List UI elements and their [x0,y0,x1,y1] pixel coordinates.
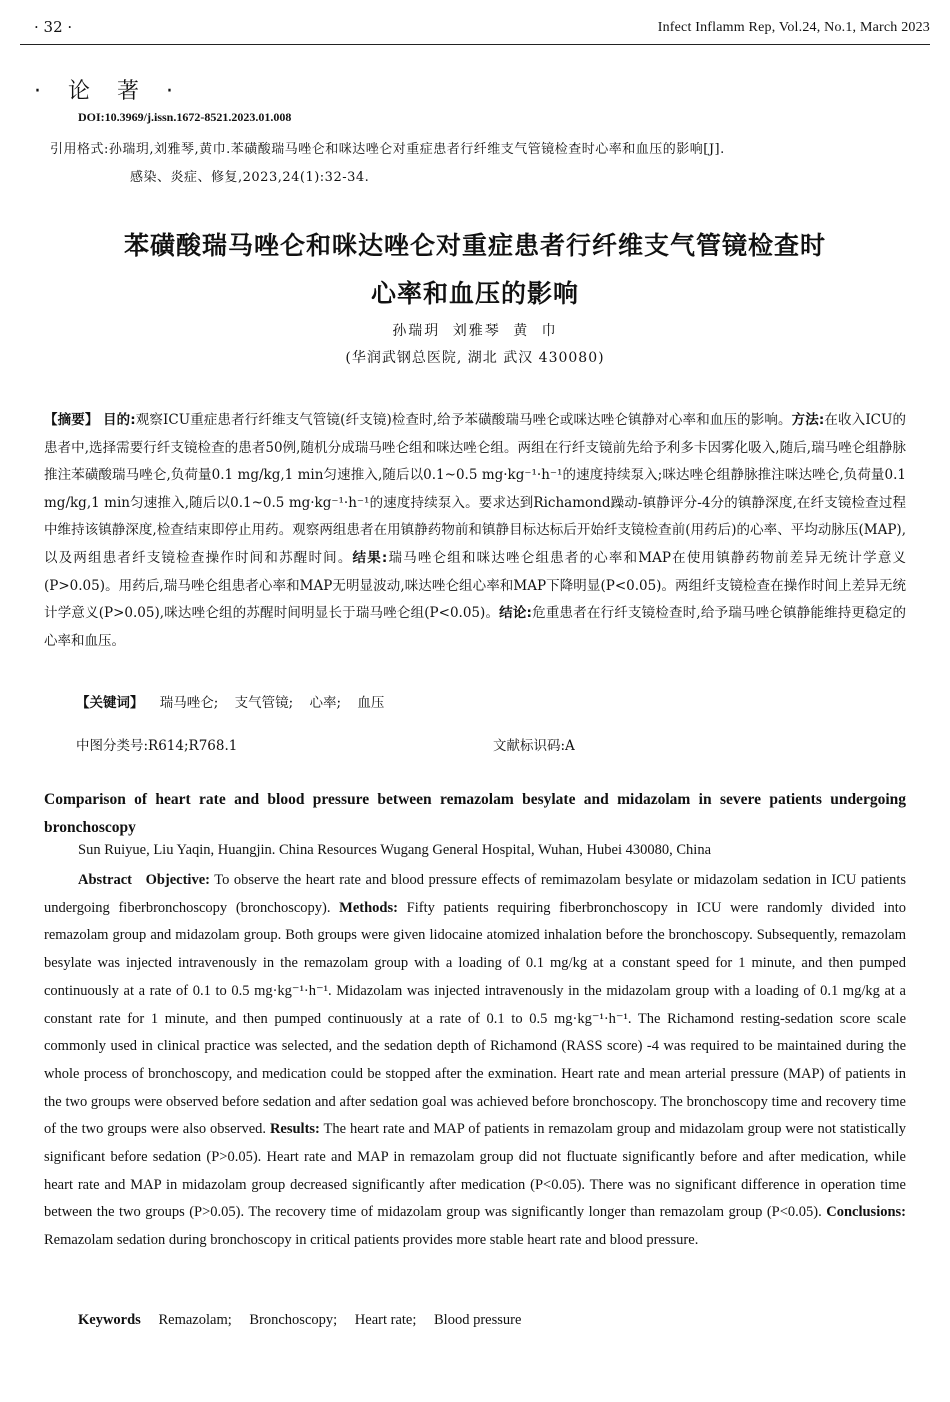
keyword-zh: 心率; [309,695,342,711]
objective-en: To observe the heart rate and blood pressure effects of remimazolam besylate or midazolam sedation in ICU patients undergoing fiberbronchoscopy (bronchoscopy). [44,872,906,916]
affiliation-zh: (华润武钢总医院, 湖北 武汉 430080) [345,350,605,366]
methods-zh-label: 方法: [791,412,825,428]
column-title: · 论 著 · [34,79,183,104]
keywords-zh [76,691,384,711]
keywords-en [78,1312,521,1329]
keyword-en: Blood pressure [434,1312,522,1328]
doi: DOI:10.3969/j.issn.1672-8521.2023.01.008 [78,110,292,124]
article-title-zh-line-2: 心率和血压的影响 [370,279,579,308]
abstract-en-label: Abstract [78,872,132,888]
authors-zh: 孙瑞玥 刘雅琴 黄 巾 [392,323,558,339]
conclusion-zh-label: 结论: [499,605,532,622]
clc-number: 中图分类号:R614;R768.1 [76,738,238,754]
page-number: · 32 · [34,18,73,36]
abstract-zh-label: 【摘要】 [44,412,99,428]
keyword-en: Bronchoscopy; [249,1312,338,1328]
methods-en-label: Methods: [339,899,398,916]
keyword-zh: 瑞马唑仑; [159,695,219,711]
article-title-en: Comparison of heart rate and blood pressure between remazolam besylate and midazolam in severe patients undergoing bronchoscopy [44,791,906,836]
methods-zh: 在收入ICU的患者中,选择需要行纤支镜检查的患者50例,随机分成瑞马唑仑组和咪达唑仑组。两组在行纤支镜前先给予利多卡因雾化吸入,随后,瑞马唑仑组静脉推注苯磺酸瑞马唑仑,负荷量0.1 mg/kg,1 min匀速推入,随后以0.1~0.5 mg·kg⁻¹·h⁻¹的速度持续泵入;咪达唑仑组静脉推注咪达唑仑,负荷量0.1 mg/kg,1 min匀速推入,随后以0.1~0.5 mg·kg⁻¹·h⁻¹的速度持续泵入。要求达到Richamond躁动-镇静评分-4分的镇静深度,在纤支镜检查过程中维持该镇静深度,检查结束即停止用药。观察两组患者在用镇静药物前和镇静目标达标后开始纤支镜检查前(用药后)的心率、平均动脉压(MAP),以及两组患者纤支镜检查操作时间和苏醒时间。 [44,412,906,566]
header-rule [20,44,930,45]
abstract-en [44,867,906,1255]
keyword-en: Heart rate; [354,1312,417,1328]
objective-zh-label: 目的: [102,412,136,428]
objective-zh: 观察ICU重症患者行纤维支气管镜(纤支镜)检查时,给予苯磺酸瑞马唑仑或咪达唑仑镇静对心率和血压的影响。 [135,412,792,428]
keyword-zh: 血压 [357,695,385,711]
conclusion-en: Remazolam sedation during bronchoscopy in critical patients provides more stable heart rate and blood pressure. [44,1232,699,1249]
conclusion-en-label: Conclusions: [826,1204,907,1221]
results-zh: 瑞马唑仑组和咪达唑仑组患者的心率和MAP在使用镇静药物前差异无统计学意义(P>0.05)。用药后,瑞马唑仑组患者心率和MAP无明显波动,咪达唑仑组心率和MAP下降明显(P<0.05)。两组纤支镜检查在操作时间上差异无统计学意义(P>0.05),咪达唑仑组的苏醒时间明显长于瑞马唑仑组(P<0.05)。 [44,549,907,622]
abstract-zh [44,407,906,655]
keywords-en-label: Keywords [78,1312,141,1328]
article-title-zh-line-1: 苯磺酸瑞马唑仑和咪达唑仑对重症患者行纤维支气管镜检查时 [123,231,826,260]
methods-en: Fifty patients requiring fiberbronchoscopy in ICU were randomly divided into remazolam group and midazolam group. Both groups were given lidocaine atomized inhalation before the bronchoscopy. Subsequently, remazolam besylate was injected intravenously in the remazolam group with a loading of 0.1 mg/kg at a constant speed for 1 minute, and then pumped continuously at a rate of 0.1 to 0.5 mg·kg⁻¹·h⁻¹. Midazolam was injected intravenously in the midazolam group with a loading of 0.1 mg/kg at a constant rate for 1 minute, and then pumped continuously at a rate of 0.1 to 0.5 mg·kg⁻¹·h⁻¹. The Richamond resting-sedation score scale commonly used in clinical practice was selected, and the sedation depth of Richamond (RASS score) -4 was required to be maintained during the whole process of bronchoscopy, and medication could be stopped after the exmination. Heart rate and mean arterial pressure (MAP) of patients in the two groups were observed before sedation and after sedation goal was achieved before bronchoscopy. The bronchoscopy time and recovery time of the two groups were also observed. [44,899,907,1138]
conclusion-zh: 危重患者在行纤支镜检查时,给予瑞马唑仑镇静能维持更稳定的心率和血压。 [44,605,906,649]
keyword-en: Remazolam; [158,1312,232,1328]
citation [50,136,930,192]
authors-en: Sun Ruiyue, Liu Yaqin, Huangjin. China Resources Wugang General Hospital, Wuhan, Hubei 430080, China [78,842,712,858]
document-code: 文献标识码:A [493,738,575,754]
article-title-zh [0,222,950,318]
keywords-zh-label: 【关键词】 [76,695,144,711]
results-zh-label: 结果: [352,549,388,566]
results-en: The heart rate and MAP of patients in remazolam group and midazolam group were not statistically significant before sedation (P>0.05). Heart rate and MAP in remazolam group did not fluctuate significantly before and after medication, while heart rate and MAP in midazolam group decreased significantly after medication (P<0.05). There was no significant difference in operation time between the two groups (P>0.05). The recovery time of midazolam group was significantly longer than remazolam group (P<0.05). [44,1121,906,1221]
objective-en-label: Objective: [145,872,210,888]
citation-line-2: 感染、炎症、修复,2023,24(1):32-34. [130,170,370,185]
results-en-label: Results: [269,1121,320,1138]
keyword-zh: 支气管镜; [234,695,294,711]
citation-line-1: 引用格式:孙瑞玥,刘雅琴,黄巾.苯磺酸瑞马唑仑和咪达唑仑对重症患者行纤维支气管镜检查时心率和血压的影响[J]. [50,142,725,157]
running-header: Infect Inflamm Rep, Vol.24, No.1, March 2023 [657,20,930,35]
